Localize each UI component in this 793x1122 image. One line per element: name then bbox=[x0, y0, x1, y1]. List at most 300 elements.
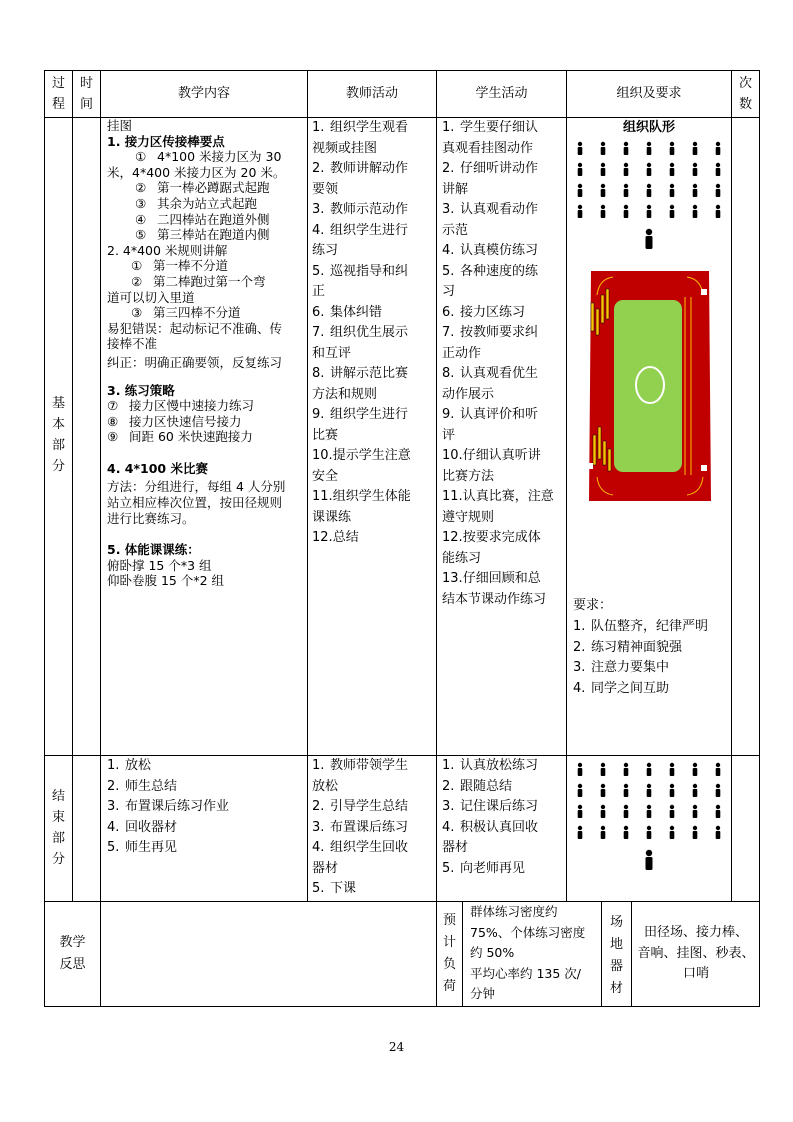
list-number: 1. bbox=[312, 758, 325, 773]
student-figure-icon bbox=[624, 826, 629, 839]
list-number: 11. bbox=[442, 489, 463, 504]
load-label bbox=[437, 910, 462, 998]
content-heading: 4. 4*100 米比赛 bbox=[107, 460, 208, 476]
list-number: 7. bbox=[442, 325, 455, 340]
content-line bbox=[107, 398, 305, 414]
student-figure-icon bbox=[624, 784, 629, 797]
circled-number: ③ bbox=[131, 305, 143, 321]
list-text: 认真观看动作 bbox=[460, 202, 539, 217]
list-item bbox=[107, 818, 303, 839]
venue-label-char: 地 bbox=[609, 937, 623, 952]
venue-label-char: 场 bbox=[609, 915, 623, 930]
list-number: 12. bbox=[442, 530, 463, 545]
org-requirements bbox=[573, 596, 729, 700]
reflection-label bbox=[45, 902, 100, 1006]
section-basic-label bbox=[45, 393, 72, 477]
content-line bbox=[107, 414, 305, 430]
list-number: 9. bbox=[312, 407, 325, 422]
list-number: 5. bbox=[442, 263, 455, 279]
content-line bbox=[107, 227, 305, 243]
student-figure-icon bbox=[578, 826, 583, 839]
student-figure-icon bbox=[624, 142, 629, 155]
circled-number: ① bbox=[135, 149, 147, 165]
circled-number: ④ bbox=[135, 211, 147, 227]
content-heading: 3. 练习策略 bbox=[107, 382, 175, 398]
list-item-cont: 正动作 bbox=[442, 345, 482, 361]
student-figure-icon bbox=[601, 184, 606, 197]
list-number: 1. bbox=[107, 758, 120, 773]
list-item-cont: 遵守规则 bbox=[442, 509, 495, 525]
circled-number: ③ bbox=[135, 195, 147, 211]
section-end-char: 分 bbox=[51, 852, 65, 867]
list-number: 4. bbox=[442, 819, 455, 835]
list-text: 回收器材 bbox=[125, 819, 178, 835]
list-item bbox=[107, 797, 303, 818]
student-figure-icon bbox=[716, 826, 721, 839]
header-student: 学生活动 bbox=[475, 85, 528, 101]
list-item bbox=[573, 617, 729, 638]
org-title: 组织队形 bbox=[622, 120, 675, 135]
list-number: 7. bbox=[312, 325, 325, 340]
header-org: 组织及要求 bbox=[616, 85, 682, 101]
page-number: 24 bbox=[388, 1040, 405, 1054]
list-item-cont: 动作展示 bbox=[442, 386, 495, 402]
list-number: 8. bbox=[312, 366, 325, 381]
student-figure-icon bbox=[670, 805, 675, 818]
section-basic-char: 本 bbox=[51, 417, 65, 432]
list-text: 队伍整齐，纪律严明 bbox=[591, 618, 709, 634]
equipment-line: 田径场、接力棒、 bbox=[643, 925, 748, 940]
list-number: 4. bbox=[312, 222, 325, 238]
load-label-char: 荷 bbox=[442, 979, 456, 994]
student-figure-icon bbox=[693, 142, 698, 155]
student-figure-icon bbox=[716, 142, 721, 155]
list-item bbox=[442, 200, 563, 221]
list-item-cont: 讲解 bbox=[442, 181, 469, 197]
list-item-cont: 比赛 bbox=[312, 427, 339, 443]
list-item bbox=[442, 364, 563, 385]
requirements-title: 要求： bbox=[573, 598, 613, 613]
student-figure-icon bbox=[601, 826, 606, 839]
list-item-cont: 示范 bbox=[442, 222, 469, 238]
list-item bbox=[312, 838, 432, 859]
student-figure-icon bbox=[693, 763, 698, 776]
list-number: 2. bbox=[107, 778, 120, 794]
content-line: 纠正：明确正确要领，反复练习 bbox=[107, 354, 283, 370]
student-figure-icon bbox=[624, 163, 629, 176]
header-time-line2: 间 bbox=[79, 97, 93, 112]
load-line: 平均心率约 135 次/ bbox=[470, 965, 582, 981]
list-text: 组织优生展示 bbox=[330, 325, 409, 340]
list-text: 记住课后练习 bbox=[460, 799, 539, 814]
student-figure-icon bbox=[693, 205, 698, 218]
venue-label-char: 材 bbox=[609, 981, 623, 996]
teacher-figure-icon bbox=[646, 850, 653, 870]
list-number: 8. bbox=[442, 366, 455, 381]
content-line bbox=[107, 258, 305, 274]
list-item-cont: 和互评 bbox=[312, 345, 352, 361]
list-text: 提示学生注意 bbox=[332, 448, 411, 463]
list-text: 积极认真回收 bbox=[460, 819, 539, 835]
list-number: 6. bbox=[442, 304, 455, 320]
list-item-cont: 放松 bbox=[312, 778, 339, 794]
list-item bbox=[442, 777, 563, 798]
student-figure-icon bbox=[716, 205, 721, 218]
student-figure-icon bbox=[716, 763, 721, 776]
list-item-cont: 比赛方法 bbox=[442, 468, 495, 484]
header-process-line2: 程 bbox=[51, 97, 65, 112]
list-item bbox=[442, 159, 563, 180]
load-label-char: 计 bbox=[442, 935, 456, 950]
list-item bbox=[312, 446, 432, 467]
content-line bbox=[107, 274, 305, 290]
student-figure-icon bbox=[601, 142, 606, 155]
list-text: 认真模仿练习 bbox=[460, 243, 539, 258]
content-heading: 2. 4*400 米规则讲解 bbox=[107, 242, 228, 258]
circled-number: ② bbox=[135, 180, 147, 196]
student-figure-icon bbox=[670, 184, 675, 197]
list-item bbox=[312, 818, 432, 839]
list-number: 1. bbox=[573, 618, 586, 634]
section-end-char: 结 bbox=[51, 789, 65, 804]
list-item bbox=[107, 777, 303, 798]
list-text: 教师带领学生 bbox=[330, 758, 409, 773]
list-text: 布置课后练习作业 bbox=[125, 799, 230, 814]
list-item-cont: 要领 bbox=[312, 181, 339, 197]
content-line: 易犯错误：起动标记不准确、传 bbox=[107, 320, 283, 336]
list-item bbox=[573, 638, 729, 659]
student-figure-icon bbox=[578, 142, 583, 155]
list-item bbox=[312, 879, 432, 900]
list-item bbox=[312, 528, 432, 549]
teacher-figure-icon bbox=[646, 229, 653, 249]
list-item bbox=[312, 159, 432, 180]
list-text: 认真观看优生 bbox=[460, 366, 539, 381]
content-heading: 1. 接力区传接棒要点 bbox=[107, 133, 225, 149]
list-number: 1. bbox=[442, 120, 455, 135]
list-number: 6. bbox=[312, 304, 325, 320]
list-number: 4. bbox=[442, 243, 455, 258]
content-text: 第三四棒不分道 bbox=[153, 305, 241, 321]
formation-diagram bbox=[567, 136, 731, 256]
list-number: 4. bbox=[107, 819, 120, 835]
student-figure-icon bbox=[693, 826, 698, 839]
header-count-line2: 数 bbox=[738, 97, 752, 112]
list-item bbox=[573, 679, 729, 700]
list-text: 讲解示范比赛 bbox=[330, 366, 409, 381]
list-item bbox=[442, 818, 563, 839]
reflection-label-line: 教学 bbox=[59, 935, 86, 950]
section-basic-char: 基 bbox=[51, 396, 65, 411]
list-item-cont: 器材 bbox=[442, 840, 469, 855]
list-item-cont: 方法和规则 bbox=[312, 386, 378, 402]
content-text: 第一棒不分道 bbox=[153, 258, 229, 274]
circled-number: ⑧ bbox=[107, 413, 119, 429]
header-count-line1: 次 bbox=[738, 76, 752, 91]
header-process-line1: 过 bbox=[51, 76, 65, 91]
student-figure-icon bbox=[670, 142, 675, 155]
col-divider-3 bbox=[307, 70, 308, 902]
list-item-cont: 器材 bbox=[312, 860, 339, 876]
list-item bbox=[442, 756, 563, 777]
list-item-cont: 正 bbox=[312, 284, 326, 299]
table-border-bottom bbox=[44, 1006, 760, 1007]
list-item-cont: 安全 bbox=[312, 468, 339, 484]
reflection-label-line: 反思 bbox=[59, 957, 86, 972]
list-number: 1. bbox=[442, 758, 455, 773]
list-number: 10. bbox=[442, 448, 463, 463]
header-content: 教学内容 bbox=[177, 85, 230, 101]
load-line: 分钟 bbox=[470, 986, 496, 1001]
load-label-char: 预 bbox=[442, 913, 456, 928]
student-figure-icon bbox=[647, 826, 652, 839]
content-text: 接力区快速信号接力 bbox=[129, 413, 242, 429]
content-line: 仰卧卷腹 15 个*2 组 bbox=[107, 573, 225, 589]
list-item bbox=[442, 797, 563, 818]
list-item bbox=[312, 200, 432, 221]
list-text: 组织学生观看 bbox=[330, 120, 409, 135]
basic-teacher-list bbox=[312, 118, 432, 549]
list-text: 注意力要集中 bbox=[591, 660, 670, 676]
circled-number: ① bbox=[131, 258, 143, 274]
header-count bbox=[732, 71, 759, 117]
header-time bbox=[73, 71, 100, 117]
content-line: 道可以切入里道 bbox=[107, 289, 195, 305]
content-text: 二四棒站在跑道外侧 bbox=[157, 211, 270, 227]
list-number: 5. bbox=[107, 840, 120, 855]
student-figure-icon bbox=[693, 784, 698, 797]
list-number: 2. bbox=[442, 161, 455, 176]
student-figure-icon bbox=[647, 142, 652, 155]
list-item-cont: 能练习 bbox=[442, 550, 482, 566]
list-number: 5. bbox=[312, 881, 325, 896]
content-line bbox=[107, 212, 305, 228]
content-line: 接棒不准 bbox=[107, 336, 158, 352]
student-figure-icon bbox=[670, 205, 675, 218]
list-text: 认真比赛，注意 bbox=[462, 489, 554, 504]
basic-content bbox=[107, 118, 305, 589]
student-figure-icon bbox=[624, 805, 629, 818]
list-text: 组织学生回收 bbox=[330, 840, 409, 855]
list-item bbox=[312, 221, 432, 242]
student-figure-icon bbox=[647, 205, 652, 218]
list-item bbox=[442, 303, 563, 324]
load-line: 75%、个体练习密度 bbox=[470, 924, 586, 940]
list-item-cont: 习 bbox=[442, 284, 456, 299]
venue-label bbox=[602, 912, 631, 1000]
student-figure-icon bbox=[601, 205, 606, 218]
equipment-content bbox=[634, 923, 758, 985]
list-number: 3. bbox=[312, 202, 325, 217]
list-item bbox=[442, 118, 563, 139]
student-figure-icon bbox=[624, 205, 629, 218]
list-item-cont: 真观看挂图动作 bbox=[442, 140, 534, 156]
student-figure-icon bbox=[670, 163, 675, 176]
student-figure-icon bbox=[647, 784, 652, 797]
student-formation bbox=[578, 142, 721, 218]
list-number: 1. bbox=[312, 120, 325, 135]
spacer bbox=[107, 445, 305, 461]
list-text: 组织学生进行 bbox=[330, 222, 409, 238]
list-text: 仔细听讲动作 bbox=[460, 161, 539, 176]
end-student-list bbox=[442, 756, 563, 879]
list-text: 引导学生总结 bbox=[330, 799, 409, 814]
student-figure-icon bbox=[601, 163, 606, 176]
list-number: 12. bbox=[312, 530, 333, 545]
list-number: 11. bbox=[312, 489, 333, 504]
list-text: 教师示范动作 bbox=[330, 202, 409, 217]
col-divider-load bbox=[462, 901, 463, 1007]
list-text: 按要求完成体 bbox=[462, 530, 541, 545]
content-line: 米，4*400 米接力区为 20 米。 bbox=[107, 164, 286, 180]
content-text: 第三棒站在跑道内侧 bbox=[157, 227, 270, 243]
student-formation bbox=[578, 763, 721, 839]
col-divider-6 bbox=[731, 70, 732, 902]
list-text: 各种速度的练 bbox=[460, 263, 539, 279]
section-end-label bbox=[45, 786, 72, 870]
content-text: 其余为站立式起跑 bbox=[157, 195, 258, 211]
end-formation-diagram bbox=[567, 756, 731, 876]
table-border-right bbox=[759, 70, 760, 1007]
student-figure-icon bbox=[578, 763, 583, 776]
load-label-char: 负 bbox=[442, 957, 456, 972]
content-text: 第一棒必蹲踞式起跑 bbox=[157, 180, 270, 196]
student-figure-icon bbox=[716, 784, 721, 797]
student-figure-icon bbox=[624, 763, 629, 776]
equipment-line: 音响、挂图、秒表、 bbox=[637, 945, 755, 961]
list-number: 5. bbox=[312, 263, 325, 279]
list-text: 巡视指导和纠 bbox=[330, 263, 409, 279]
list-number: 13. bbox=[442, 571, 463, 586]
list-text: 练习精神面貌强 bbox=[591, 639, 683, 655]
content-line bbox=[107, 180, 305, 196]
student-figure-icon bbox=[647, 163, 652, 176]
content-text: 间距 60 米快速跑接力 bbox=[129, 429, 253, 445]
list-item bbox=[442, 446, 563, 467]
student-figure-icon bbox=[624, 184, 629, 197]
student-figure-icon bbox=[716, 184, 721, 197]
list-text: 总结 bbox=[332, 530, 359, 545]
content-heading: 5. 体能课课练： bbox=[107, 542, 200, 558]
content-line: 俯卧撑 15 个*3 组 bbox=[107, 557, 212, 573]
list-number: 4. bbox=[312, 840, 325, 855]
student-figure-icon bbox=[647, 805, 652, 818]
list-number: 3. bbox=[312, 819, 325, 835]
spacer bbox=[107, 371, 305, 383]
list-number: 3. bbox=[442, 202, 455, 217]
list-text: 同学之间互助 bbox=[591, 681, 670, 697]
student-figure-icon bbox=[716, 805, 721, 818]
list-item bbox=[312, 405, 432, 426]
list-text: 仔细认真听讲 bbox=[462, 448, 541, 463]
list-item bbox=[312, 262, 432, 283]
content-line bbox=[107, 429, 305, 445]
content-text: 第二棒跑过第一个弯 bbox=[153, 273, 266, 289]
list-item bbox=[442, 323, 563, 344]
list-item bbox=[442, 859, 563, 880]
list-number: 2. bbox=[312, 161, 325, 176]
student-figure-icon bbox=[670, 763, 675, 776]
section-end-char: 束 bbox=[51, 810, 65, 825]
list-item bbox=[312, 118, 432, 139]
list-item bbox=[312, 323, 432, 344]
list-item-cont: 练习 bbox=[312, 243, 339, 258]
student-figure-icon bbox=[693, 184, 698, 197]
student-figure-icon bbox=[647, 763, 652, 776]
list-item bbox=[442, 528, 563, 549]
load-line: 群体练习密度约 bbox=[470, 904, 558, 919]
end-teacher-list bbox=[312, 756, 432, 900]
list-number: 2. bbox=[442, 778, 455, 794]
list-item bbox=[312, 303, 432, 324]
header-process bbox=[45, 71, 72, 117]
list-item-cont: 视频或挂图 bbox=[312, 140, 378, 156]
reflection-content[interactable] bbox=[101, 902, 436, 1006]
student-figure-icon bbox=[670, 784, 675, 797]
header-teacher: 教师活动 bbox=[345, 85, 398, 101]
list-number: 3. bbox=[573, 660, 586, 676]
basic-student-list bbox=[442, 118, 563, 610]
list-number: 4. bbox=[573, 681, 586, 697]
section-end-char: 部 bbox=[51, 831, 65, 846]
list-item bbox=[442, 569, 563, 590]
student-figure-icon bbox=[601, 763, 606, 776]
col-divider-equip bbox=[631, 901, 632, 1007]
list-item bbox=[573, 658, 729, 679]
list-text: 下课 bbox=[330, 881, 357, 896]
list-item-cont: 评 bbox=[442, 427, 456, 443]
student-figure-icon bbox=[578, 784, 583, 797]
list-text: 组织学生进行 bbox=[330, 407, 409, 422]
student-figure-icon bbox=[693, 805, 698, 818]
list-text: 跟随总结 bbox=[460, 778, 513, 794]
student-figure-icon bbox=[578, 805, 583, 818]
list-item bbox=[442, 405, 563, 426]
list-number: 3. bbox=[442, 799, 455, 814]
student-figure-icon bbox=[601, 805, 606, 818]
list-number: 10. bbox=[312, 448, 333, 463]
content-line: 站立相应棒次位置，按田径规则 bbox=[107, 495, 283, 511]
student-figure-icon bbox=[693, 163, 698, 176]
list-number: 9. bbox=[442, 407, 455, 422]
circled-number: ⑨ bbox=[107, 429, 119, 445]
list-text: 认真放松练习 bbox=[460, 758, 539, 773]
content-line: 方法：分组进行，每组 4 人分别 bbox=[107, 479, 286, 495]
spacer bbox=[107, 526, 305, 542]
list-text: 布置课后练习 bbox=[330, 819, 409, 835]
list-item bbox=[442, 487, 563, 508]
list-number: 5. bbox=[442, 860, 455, 876]
section-basic-char: 部 bbox=[51, 438, 65, 453]
student-figure-icon bbox=[578, 163, 583, 176]
student-figure-icon bbox=[578, 205, 583, 218]
student-figure-icon bbox=[601, 784, 606, 797]
list-item bbox=[312, 487, 432, 508]
venue-label-char: 器 bbox=[609, 959, 623, 974]
infield bbox=[614, 300, 682, 472]
load-line: 约 50% bbox=[470, 945, 515, 960]
list-text: 师生总结 bbox=[125, 778, 178, 794]
load-content bbox=[470, 902, 598, 1005]
circled-number: ⑦ bbox=[107, 398, 119, 414]
list-item bbox=[312, 756, 432, 777]
content-line bbox=[107, 149, 305, 165]
track-field-icon bbox=[585, 267, 715, 505]
list-item bbox=[442, 262, 563, 283]
list-text: 向老师再见 bbox=[460, 860, 526, 876]
list-text: 认真评价和听 bbox=[460, 407, 539, 422]
circled-number: ② bbox=[131, 273, 143, 289]
